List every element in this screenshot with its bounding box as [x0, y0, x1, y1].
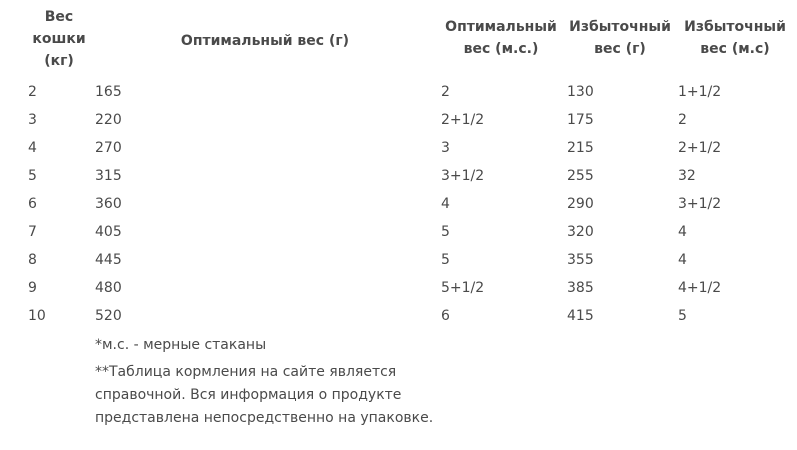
cell-excess-weight-g: 415 [567, 308, 594, 324]
table-row [0, 246, 797, 274]
cell-excess-weight-ms: 2 [678, 112, 687, 128]
cell-excess-weight-g: 175 [567, 112, 594, 128]
header-optimal-weight-g-line: Оптимальный вес (г) [180, 33, 350, 49]
cell-optimal-weight-g: 165 [95, 84, 122, 100]
footnote-measure: *м.с. - мерные стаканы [95, 337, 267, 353]
cell-excess-weight-ms: 3+1/2 [678, 196, 722, 212]
cell-excess-weight-ms: 4+1/2 [678, 280, 722, 296]
cell-excess-weight-ms: 4 [678, 252, 687, 268]
cell-optimal-weight-g: 405 [95, 224, 122, 240]
cell-optimal-weight-g: 445 [95, 252, 122, 268]
cell-optimal-weight-g: 220 [95, 112, 122, 128]
cell-optimal-weight-ms: 4 [441, 196, 450, 212]
cell-excess-weight-ms: 5 [678, 308, 687, 324]
cell-cat-weight: 6 [28, 196, 37, 212]
header-optimal-weight-ms [440, 16, 562, 60]
header-cat-weight-line: Вес [44, 9, 74, 25]
cell-optimal-weight-ms: 3+1/2 [441, 168, 485, 184]
cell-excess-weight-ms: 2+1/2 [678, 140, 722, 156]
header-excess-weight-ms [680, 16, 790, 60]
header-cat-weight [28, 6, 90, 72]
cell-optimal-weight-ms: 2 [441, 84, 450, 100]
cell-excess-weight-g: 215 [567, 140, 594, 156]
cell-cat-weight: 9 [28, 280, 37, 296]
cell-excess-weight-g: 355 [567, 252, 594, 268]
header-excess-weight-g [565, 16, 675, 60]
cell-cat-weight: 8 [28, 252, 37, 268]
header-cat-weight-line: кошки [32, 31, 86, 47]
cell-cat-weight: 10 [28, 308, 46, 324]
cell-cat-weight: 4 [28, 140, 37, 156]
cell-optimal-weight-g: 360 [95, 196, 122, 212]
table-row [0, 274, 797, 302]
cell-optimal-weight-g: 270 [95, 140, 122, 156]
table-row [0, 106, 797, 134]
header-optimal-weight-g [180, 30, 350, 52]
header-excess-weight-g-line: вес (г) [594, 41, 646, 57]
footnote-disclaimer: **Таблица кормления на сайте является справочной. Вся информация о продукте представлена непосредственно на упаковке. [95, 364, 434, 426]
cell-excess-weight-g: 385 [567, 280, 594, 296]
header-excess-weight-ms-line: вес (м.с) [700, 41, 770, 57]
feeding-table-body [0, 78, 797, 330]
cell-cat-weight: 7 [28, 224, 37, 240]
cell-excess-weight-g: 255 [567, 168, 594, 184]
cell-excess-weight-ms: 32 [678, 168, 696, 184]
table-row [0, 162, 797, 190]
cell-excess-weight-ms: 1+1/2 [678, 84, 722, 100]
cell-optimal-weight-ms: 2+1/2 [441, 112, 485, 128]
cell-optimal-weight-g: 315 [95, 168, 122, 184]
cell-optimal-weight-ms: 6 [441, 308, 450, 324]
cell-excess-weight-g: 290 [567, 196, 594, 212]
cell-cat-weight: 5 [28, 168, 37, 184]
cell-optimal-weight-g: 520 [95, 308, 122, 324]
cell-optimal-weight-g: 480 [95, 280, 122, 296]
table-row [0, 134, 797, 162]
cell-excess-weight-g: 320 [567, 224, 594, 240]
cell-optimal-weight-ms: 5+1/2 [441, 280, 485, 296]
header-cat-weight-line: (кг) [44, 53, 74, 69]
cell-optimal-weight-ms: 5 [441, 252, 450, 268]
header-excess-weight-ms-line: Избыточный [684, 19, 786, 35]
table-row [0, 302, 797, 330]
header-optimal-weight-ms-line: вес (м.с.) [463, 41, 539, 57]
table-row [0, 190, 797, 218]
cell-excess-weight-ms: 4 [678, 224, 687, 240]
cell-excess-weight-g: 130 [567, 84, 594, 100]
cell-optimal-weight-ms: 5 [441, 224, 450, 240]
table-row [0, 218, 797, 246]
cell-optimal-weight-ms: 3 [441, 140, 450, 156]
table-row [0, 78, 797, 106]
header-excess-weight-g-line: Избыточный [569, 19, 671, 35]
cell-cat-weight: 3 [28, 112, 37, 128]
header-optimal-weight-ms-line: Оптимальный [445, 19, 557, 35]
cell-cat-weight: 2 [28, 84, 37, 100]
